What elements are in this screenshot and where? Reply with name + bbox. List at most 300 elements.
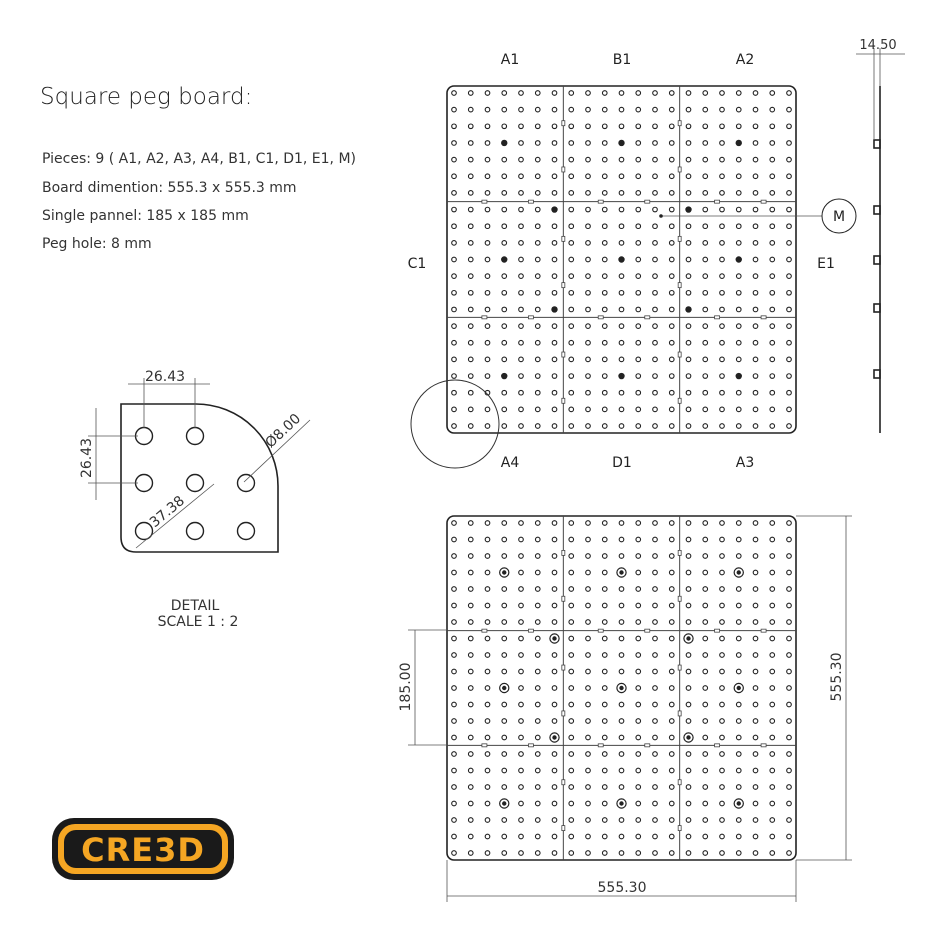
top-peg-hole bbox=[485, 191, 490, 196]
top-jog-h bbox=[482, 200, 487, 203]
bottom-peg-hole bbox=[787, 603, 792, 608]
bottom-peg-hole bbox=[787, 735, 792, 740]
top-peg-hole bbox=[736, 274, 741, 279]
bottom-peg-hole bbox=[468, 636, 473, 641]
top-peg-hole bbox=[787, 424, 792, 429]
top-peg-hole bbox=[519, 107, 524, 112]
side-peg-3 bbox=[874, 256, 880, 264]
bottom-peg-hole bbox=[468, 785, 473, 790]
top-peg-hole bbox=[452, 390, 457, 395]
bottom-peg-hole bbox=[502, 537, 507, 542]
top-peg-hole bbox=[552, 340, 557, 345]
bottom-peg-hole bbox=[653, 669, 658, 674]
top-peg-hole bbox=[552, 191, 557, 196]
bottom-peg-hole bbox=[669, 702, 674, 707]
top-peg-hole bbox=[569, 390, 574, 395]
bottom-peg-hole bbox=[619, 603, 624, 608]
top-peg-hole bbox=[468, 91, 473, 96]
top-peg-hole bbox=[686, 174, 691, 179]
bottom-peg-hole bbox=[653, 719, 658, 724]
bottom-peg-hole bbox=[686, 603, 691, 608]
top-peg-hole bbox=[485, 274, 490, 279]
bottom-peg-hole bbox=[586, 653, 591, 658]
dim-detail-pitch-h: 26.43 bbox=[144, 369, 186, 385]
top-peg-hole bbox=[452, 124, 457, 129]
bottom-peg-hole bbox=[619, 537, 624, 542]
top-peg-hole bbox=[569, 424, 574, 429]
bottom-jog-h bbox=[761, 629, 766, 632]
bottom-peg-hole bbox=[703, 620, 708, 625]
bottom-peg-hole bbox=[602, 818, 607, 823]
bottom-peg-hole bbox=[602, 801, 607, 806]
bottom-peg-hole bbox=[720, 752, 725, 757]
bottom-peg-hole bbox=[569, 818, 574, 823]
bottom-peg-hole bbox=[720, 620, 725, 625]
top-peg-hole bbox=[502, 157, 507, 162]
top-peg-hole bbox=[636, 340, 641, 345]
bottom-peg-hole bbox=[519, 587, 524, 592]
bottom-peg-hole bbox=[602, 603, 607, 608]
bottom-peg-hole bbox=[502, 818, 507, 823]
bottom-mount-hole-core bbox=[737, 570, 741, 574]
top-peg-hole bbox=[787, 374, 792, 379]
bottom-peg-hole bbox=[753, 702, 758, 707]
bottom-mount-hole-core bbox=[619, 686, 623, 690]
top-peg-hole bbox=[468, 340, 473, 345]
bottom-peg-hole bbox=[569, 620, 574, 625]
top-jog-v bbox=[562, 283, 565, 288]
bottom-peg-hole bbox=[669, 603, 674, 608]
top-peg-hole bbox=[787, 191, 792, 196]
bottom-peg-hole bbox=[669, 570, 674, 575]
top-peg-hole bbox=[552, 224, 557, 229]
bottom-peg-hole bbox=[653, 735, 658, 740]
top-peg-hole bbox=[452, 91, 457, 96]
top-peg-hole bbox=[669, 374, 674, 379]
top-peg-hole bbox=[636, 390, 641, 395]
top-peg-hole bbox=[653, 157, 658, 162]
top-peg-hole bbox=[770, 224, 775, 229]
top-peg-hole bbox=[753, 307, 758, 312]
top-peg-hole bbox=[736, 340, 741, 345]
top-peg-hole bbox=[519, 157, 524, 162]
top-peg-hole bbox=[602, 390, 607, 395]
top-peg-hole bbox=[686, 241, 691, 246]
top-peg-hole bbox=[552, 257, 557, 262]
bottom-peg-hole bbox=[787, 537, 792, 542]
bottom-peg-hole bbox=[485, 669, 490, 674]
bottom-peg-hole bbox=[686, 768, 691, 773]
bottom-peg-hole bbox=[669, 636, 674, 641]
bottom-peg-hole bbox=[636, 785, 641, 790]
top-mount-hole bbox=[686, 307, 691, 312]
top-peg-hole bbox=[602, 257, 607, 262]
top-peg-hole bbox=[686, 407, 691, 412]
dim-detail-diagonal: 37.38 bbox=[146, 492, 188, 531]
bottom-peg-hole bbox=[535, 735, 540, 740]
top-jog-h bbox=[761, 316, 766, 319]
label-a2: A2 bbox=[735, 52, 755, 68]
top-peg-hole bbox=[669, 257, 674, 262]
bottom-peg-hole bbox=[519, 768, 524, 773]
top-peg-hole bbox=[602, 141, 607, 146]
bottom-peg-hole bbox=[653, 702, 658, 707]
top-peg-hole bbox=[569, 291, 574, 296]
top-peg-hole bbox=[669, 291, 674, 296]
bottom-peg-hole bbox=[669, 735, 674, 740]
top-peg-hole bbox=[602, 224, 607, 229]
bottom-peg-hole bbox=[720, 636, 725, 641]
bottom-peg-hole bbox=[586, 603, 591, 608]
side-peg-5 bbox=[874, 370, 880, 378]
top-peg-hole bbox=[602, 340, 607, 345]
top-peg-hole bbox=[787, 340, 792, 345]
bottom-peg-hole bbox=[569, 669, 574, 674]
bottom-peg-hole bbox=[535, 752, 540, 757]
bottom-peg-hole bbox=[535, 851, 540, 856]
top-peg-hole bbox=[619, 91, 624, 96]
top-peg-hole bbox=[669, 274, 674, 279]
top-peg-hole bbox=[452, 107, 457, 112]
label-m: M bbox=[832, 209, 846, 225]
top-jog-v bbox=[562, 121, 565, 126]
bottom-peg-hole bbox=[686, 752, 691, 757]
bottom-peg-hole bbox=[485, 801, 490, 806]
bottom-peg-hole bbox=[787, 834, 792, 839]
top-peg-hole bbox=[736, 241, 741, 246]
top-peg-hole bbox=[636, 407, 641, 412]
bottom-peg-hole bbox=[653, 570, 658, 575]
top-peg-hole bbox=[720, 357, 725, 362]
bottom-peg-hole bbox=[736, 719, 741, 724]
bottom-peg-hole bbox=[452, 686, 457, 691]
bottom-mount-hole-core bbox=[737, 686, 741, 690]
bottom-peg-hole bbox=[736, 818, 741, 823]
side-peg-1 bbox=[874, 140, 880, 148]
top-peg-hole bbox=[552, 407, 557, 412]
top-peg-hole bbox=[586, 340, 591, 345]
top-peg-hole bbox=[586, 224, 591, 229]
bottom-peg-hole bbox=[552, 620, 557, 625]
top-peg-hole bbox=[586, 374, 591, 379]
top-peg-hole bbox=[535, 324, 540, 329]
bottom-peg-hole bbox=[720, 768, 725, 773]
bottom-peg-hole bbox=[485, 636, 490, 641]
bottom-peg-hole bbox=[569, 587, 574, 592]
top-peg-hole bbox=[787, 241, 792, 246]
detail-peg-hole bbox=[187, 523, 204, 540]
bottom-peg-hole bbox=[452, 537, 457, 542]
bottom-peg-hole bbox=[686, 554, 691, 559]
bottom-peg-hole bbox=[502, 653, 507, 658]
top-peg-hole bbox=[703, 157, 708, 162]
top-peg-hole bbox=[686, 141, 691, 146]
bottom-jog-h bbox=[598, 744, 603, 747]
detail-scale: SCALE 1 : 2 bbox=[157, 614, 239, 630]
bottom-peg-hole bbox=[753, 620, 758, 625]
top-jog-v bbox=[678, 236, 681, 241]
bottom-peg-hole bbox=[787, 851, 792, 856]
top-peg-hole bbox=[485, 174, 490, 179]
bottom-peg-hole bbox=[502, 768, 507, 773]
top-peg-hole bbox=[703, 207, 708, 212]
bottom-peg-hole bbox=[753, 669, 758, 674]
top-peg-hole bbox=[753, 324, 758, 329]
label-b1: B1 bbox=[612, 52, 632, 68]
bottom-peg-hole bbox=[686, 620, 691, 625]
label-d1: D1 bbox=[612, 455, 632, 471]
top-peg-hole bbox=[619, 107, 624, 112]
bottom-peg-hole bbox=[552, 768, 557, 773]
top-peg-hole bbox=[552, 107, 557, 112]
detail-title: DETAIL bbox=[170, 598, 220, 614]
bottom-peg-hole bbox=[519, 653, 524, 658]
top-peg-hole bbox=[602, 124, 607, 129]
bottom-mount-hole-core bbox=[737, 801, 741, 805]
bottom-peg-hole bbox=[468, 521, 473, 526]
top-peg-hole bbox=[636, 324, 641, 329]
top-peg-hole bbox=[552, 357, 557, 362]
bottom-peg-hole bbox=[653, 834, 658, 839]
bottom-peg-hole bbox=[535, 587, 540, 592]
top-peg-hole bbox=[686, 324, 691, 329]
bottom-peg-hole bbox=[468, 735, 473, 740]
top-peg-hole bbox=[653, 207, 658, 212]
bottom-peg-hole bbox=[703, 669, 708, 674]
top-peg-hole bbox=[502, 124, 507, 129]
top-peg-hole bbox=[669, 307, 674, 312]
top-peg-hole bbox=[535, 424, 540, 429]
bottom-peg-hole bbox=[770, 603, 775, 608]
top-mount-hole bbox=[502, 140, 507, 145]
top-peg-hole bbox=[636, 141, 641, 146]
bottom-peg-hole bbox=[619, 752, 624, 757]
top-peg-hole bbox=[703, 374, 708, 379]
top-peg-hole bbox=[535, 207, 540, 212]
top-peg-hole bbox=[519, 241, 524, 246]
top-peg-hole bbox=[703, 324, 708, 329]
top-peg-hole bbox=[468, 374, 473, 379]
top-peg-hole bbox=[720, 407, 725, 412]
bottom-peg-hole bbox=[619, 521, 624, 526]
top-peg-hole bbox=[753, 207, 758, 212]
top-peg-hole bbox=[586, 424, 591, 429]
top-peg-hole bbox=[552, 157, 557, 162]
bottom-peg-hole bbox=[569, 686, 574, 691]
bottom-peg-hole bbox=[787, 570, 792, 575]
bottom-jog-h bbox=[598, 629, 603, 632]
top-peg-hole bbox=[770, 307, 775, 312]
bottom-peg-hole bbox=[569, 521, 574, 526]
bottom-peg-hole bbox=[770, 570, 775, 575]
bottom-jog-v bbox=[678, 826, 681, 831]
top-peg-hole bbox=[669, 174, 674, 179]
top-jog-h bbox=[645, 316, 650, 319]
top-peg-hole bbox=[703, 307, 708, 312]
top-peg-hole bbox=[753, 224, 758, 229]
top-peg-hole bbox=[586, 291, 591, 296]
bottom-peg-hole bbox=[452, 719, 457, 724]
bottom-peg-hole bbox=[502, 752, 507, 757]
bottom-peg-hole bbox=[736, 702, 741, 707]
top-peg-hole bbox=[519, 424, 524, 429]
bottom-peg-hole bbox=[753, 537, 758, 542]
top-peg-hole bbox=[468, 357, 473, 362]
bottom-peg-hole bbox=[468, 752, 473, 757]
top-peg-hole bbox=[519, 191, 524, 196]
top-peg-hole bbox=[720, 191, 725, 196]
dim-detail-pitch-v: 26.43 bbox=[79, 437, 95, 479]
top-peg-hole bbox=[468, 424, 473, 429]
bottom-peg-hole bbox=[703, 587, 708, 592]
top-peg-hole bbox=[636, 374, 641, 379]
top-jog-h bbox=[761, 200, 766, 203]
bottom-peg-hole bbox=[586, 686, 591, 691]
top-peg-hole bbox=[502, 191, 507, 196]
bottom-peg-hole bbox=[452, 851, 457, 856]
top-jog-v bbox=[562, 236, 565, 241]
top-peg-hole bbox=[485, 91, 490, 96]
bottom-peg-hole bbox=[636, 768, 641, 773]
bottom-peg-hole bbox=[770, 587, 775, 592]
bottom-peg-hole bbox=[586, 702, 591, 707]
bottom-peg-hole bbox=[770, 834, 775, 839]
top-peg-hole bbox=[720, 291, 725, 296]
top-peg-hole bbox=[502, 424, 507, 429]
top-peg-hole bbox=[636, 357, 641, 362]
dim-side-thickness: 14.50 bbox=[859, 38, 897, 53]
top-peg-hole bbox=[703, 241, 708, 246]
bottom-peg-hole bbox=[736, 521, 741, 526]
bottom-peg-hole bbox=[502, 636, 507, 641]
bottom-peg-hole bbox=[602, 702, 607, 707]
top-peg-hole bbox=[619, 157, 624, 162]
top-peg-hole bbox=[686, 390, 691, 395]
top-peg-hole bbox=[468, 307, 473, 312]
bottom-peg-hole bbox=[452, 785, 457, 790]
top-peg-hole bbox=[753, 91, 758, 96]
bottom-peg-hole bbox=[569, 570, 574, 575]
top-peg-hole bbox=[619, 324, 624, 329]
bottom-peg-hole bbox=[586, 752, 591, 757]
top-peg-hole bbox=[468, 241, 473, 246]
bottom-peg-hole bbox=[586, 554, 591, 559]
top-peg-hole bbox=[468, 274, 473, 279]
bottom-mount-hole-core bbox=[619, 570, 623, 574]
top-peg-hole bbox=[519, 274, 524, 279]
bottom-peg-hole bbox=[669, 719, 674, 724]
top-peg-hole bbox=[686, 224, 691, 229]
bottom-peg-hole bbox=[569, 851, 574, 856]
bottom-peg-hole bbox=[703, 735, 708, 740]
top-peg-hole bbox=[636, 124, 641, 129]
detail-peg-hole bbox=[238, 523, 255, 540]
bottom-peg-hole bbox=[736, 834, 741, 839]
dim-panel-size: 185.00 bbox=[398, 662, 414, 712]
bottom-peg-hole bbox=[736, 735, 741, 740]
bottom-peg-hole bbox=[552, 702, 557, 707]
bottom-peg-hole bbox=[468, 570, 473, 575]
top-peg-hole bbox=[686, 107, 691, 112]
bottom-peg-hole bbox=[653, 801, 658, 806]
bottom-peg-hole bbox=[653, 686, 658, 691]
bottom-peg-hole bbox=[787, 785, 792, 790]
top-peg-hole bbox=[519, 407, 524, 412]
top-peg-hole bbox=[619, 124, 624, 129]
top-peg-hole bbox=[485, 257, 490, 262]
top-peg-hole bbox=[686, 191, 691, 196]
bottom-peg-hole bbox=[502, 620, 507, 625]
bottom-peg-hole bbox=[770, 636, 775, 641]
top-jog-h bbox=[598, 316, 603, 319]
bottom-jog-v bbox=[678, 780, 681, 785]
top-peg-hole bbox=[552, 374, 557, 379]
top-peg-hole bbox=[485, 107, 490, 112]
top-peg-hole bbox=[653, 390, 658, 395]
bottom-peg-hole bbox=[586, 620, 591, 625]
top-peg-hole bbox=[452, 291, 457, 296]
top-peg-hole bbox=[535, 157, 540, 162]
bottom-peg-hole bbox=[636, 521, 641, 526]
bottom-peg-hole bbox=[770, 702, 775, 707]
top-peg-hole bbox=[569, 224, 574, 229]
bottom-peg-hole bbox=[720, 521, 725, 526]
top-peg-hole bbox=[552, 291, 557, 296]
bottom-jog-h bbox=[645, 744, 650, 747]
bottom-peg-hole bbox=[602, 570, 607, 575]
bottom-jog-v bbox=[562, 665, 565, 670]
side-peg-4 bbox=[874, 304, 880, 312]
top-peg-hole bbox=[669, 157, 674, 162]
bottom-peg-hole bbox=[686, 785, 691, 790]
top-mount-hole bbox=[736, 140, 741, 145]
top-peg-hole bbox=[602, 207, 607, 212]
bottom-peg-hole bbox=[468, 851, 473, 856]
top-peg-hole bbox=[703, 257, 708, 262]
top-peg-hole bbox=[736, 174, 741, 179]
top-peg-hole bbox=[519, 390, 524, 395]
top-peg-hole bbox=[519, 307, 524, 312]
top-peg-hole bbox=[653, 324, 658, 329]
bottom-peg-hole bbox=[552, 554, 557, 559]
top-peg-hole bbox=[535, 141, 540, 146]
bottom-peg-hole bbox=[519, 603, 524, 608]
top-peg-hole bbox=[703, 107, 708, 112]
top-peg-hole bbox=[519, 207, 524, 212]
bottom-peg-hole bbox=[602, 752, 607, 757]
bottom-peg-hole bbox=[720, 834, 725, 839]
bottom-peg-hole bbox=[502, 834, 507, 839]
top-peg-hole bbox=[535, 174, 540, 179]
bottom-peg-hole bbox=[519, 554, 524, 559]
bottom-peg-hole bbox=[552, 521, 557, 526]
bottom-peg-hole bbox=[686, 537, 691, 542]
bottom-peg-hole bbox=[586, 735, 591, 740]
top-peg-hole bbox=[468, 324, 473, 329]
bottom-peg-hole bbox=[552, 834, 557, 839]
top-peg-hole bbox=[753, 357, 758, 362]
bottom-peg-hole bbox=[753, 834, 758, 839]
top-jog-v bbox=[678, 121, 681, 126]
bottom-peg-hole bbox=[753, 587, 758, 592]
bottom-peg-hole bbox=[787, 587, 792, 592]
top-peg-hole bbox=[502, 407, 507, 412]
top-peg-hole bbox=[770, 374, 775, 379]
bottom-peg-hole bbox=[535, 554, 540, 559]
top-peg-hole bbox=[686, 91, 691, 96]
bottom-peg-hole bbox=[720, 801, 725, 806]
top-peg-hole bbox=[636, 274, 641, 279]
